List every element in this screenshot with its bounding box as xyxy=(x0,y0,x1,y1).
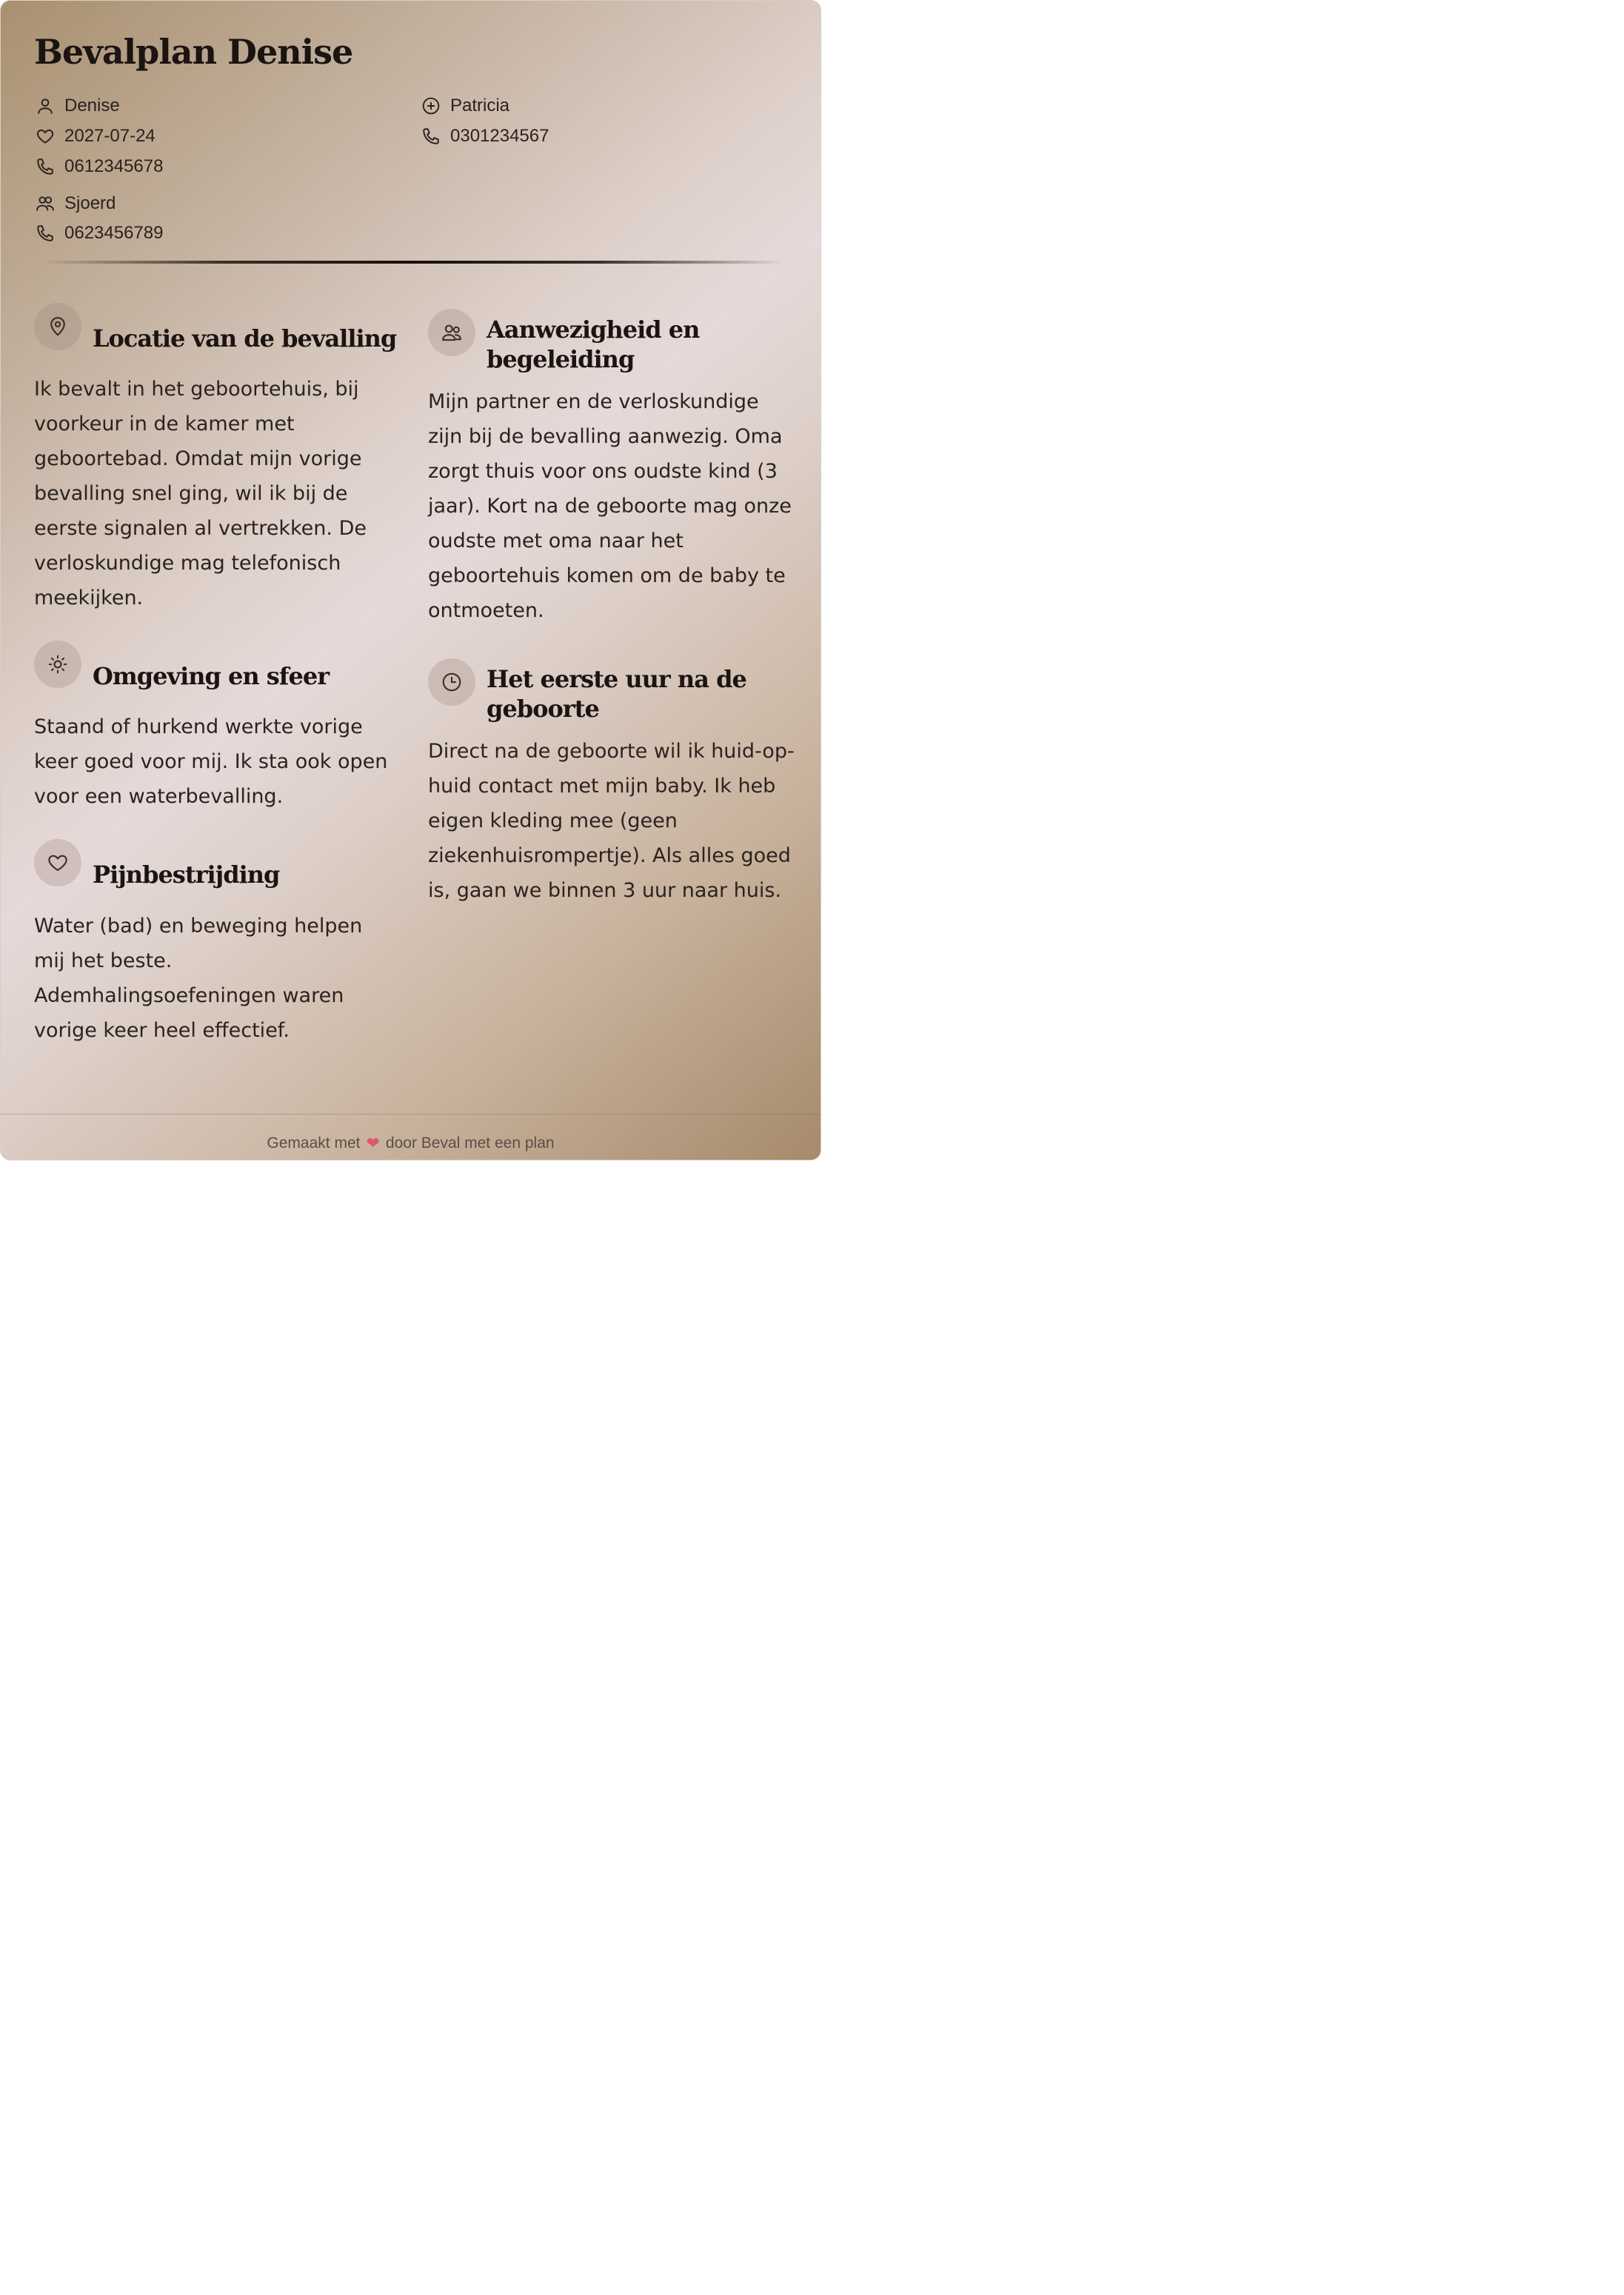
users-icon xyxy=(35,193,56,214)
mother-phone: 0612345678 xyxy=(64,156,164,176)
section-icon-omgeving xyxy=(34,641,81,688)
info-partner-name xyxy=(35,193,116,214)
info-partner-phone xyxy=(35,223,163,244)
section-text-pijn: Water (bad) en beweging helpen mij het beste. Ademhalingsoefeningen waren vorige keer heel effectief. xyxy=(34,915,363,1042)
heart-icon: ❤ xyxy=(366,1134,380,1152)
info-mother-phone xyxy=(35,156,163,177)
section-title-eerste-uur: Het eerste uur na de geboorte xyxy=(487,665,746,723)
info-mother-name xyxy=(35,96,120,116)
mother-name: Denise xyxy=(64,96,120,116)
sun-icon xyxy=(47,653,69,675)
footer-divider xyxy=(1,1114,821,1115)
section-title-pijn: Pijnbestrijding xyxy=(93,861,280,889)
partner-name: Sjoerd xyxy=(64,193,116,213)
section-text-locatie: Ik bevalt in het geboortehuis, bij voorkeur in de kamer met geboortebad. Omdat mijn vorige bevalling snel ging, wil ik bij de eerste signalen al vertrekken. De verloskundige mag telefonisch meekijken. xyxy=(34,378,367,609)
section-title-omgeving: Omgeving en sfeer xyxy=(93,662,330,690)
due-date: 2027-07-24 xyxy=(64,126,156,146)
section-title-aanwezigheid: Aanwezigheid en begeleiding xyxy=(487,315,700,373)
footer-suffix: door Beval met een plan xyxy=(385,1135,555,1152)
midwife-name: Patricia xyxy=(450,96,510,116)
phone-icon xyxy=(35,223,56,244)
footer-prefix: Gemaakt met xyxy=(267,1135,361,1152)
section-title-locatie: Locatie van de bevalling xyxy=(93,324,397,353)
user-icon xyxy=(35,96,56,116)
section-icon-locatie xyxy=(34,303,81,350)
birth-plan-page xyxy=(0,0,821,1160)
info-midwife-name xyxy=(421,96,509,116)
heart-icon xyxy=(47,852,69,874)
section-icon-pijn xyxy=(34,839,81,886)
section-icon-eerste-uur xyxy=(428,658,475,706)
clock-icon xyxy=(441,671,463,693)
phone-icon xyxy=(421,126,441,147)
heart-icon xyxy=(35,126,56,147)
plus-circle-icon xyxy=(421,96,441,116)
section-text-eerste-uur: Direct na de geboorte wil ik huid-op-huid contact met mijn baby. Ik heb eigen kleding mee (geen ziekenhuisrompertje). Als alles goed is, gaan we binnen 3 uur naar huis. xyxy=(428,740,795,902)
header-divider xyxy=(41,261,786,264)
info-due-date xyxy=(35,126,156,147)
phone-icon xyxy=(35,156,56,177)
users-icon xyxy=(441,321,463,344)
section-icon-aanwezigheid xyxy=(428,309,475,356)
footer xyxy=(1,1134,821,1153)
section-text-omgeving: Staand of hurkend werkte vorige keer goed voor mij. Ik sta ook open voor een waterbevalling. xyxy=(34,715,388,808)
midwife-phone: 0301234567 xyxy=(450,126,549,146)
page-title: Bevalplan Denise xyxy=(34,32,353,72)
map-pin-icon xyxy=(47,315,69,338)
partner-phone: 0623456789 xyxy=(64,223,164,243)
section-text-aanwezigheid: Mijn partner en de verloskundige zijn bij de bevalling aanwezig. Oma zorgt thuis voor ons oudste kind (3 jaar). Kort na de geboorte mag onze oudste met oma naar het geboortehuis komen om de baby te ontmoeten. xyxy=(428,390,792,622)
info-midwife-phone xyxy=(421,126,549,147)
